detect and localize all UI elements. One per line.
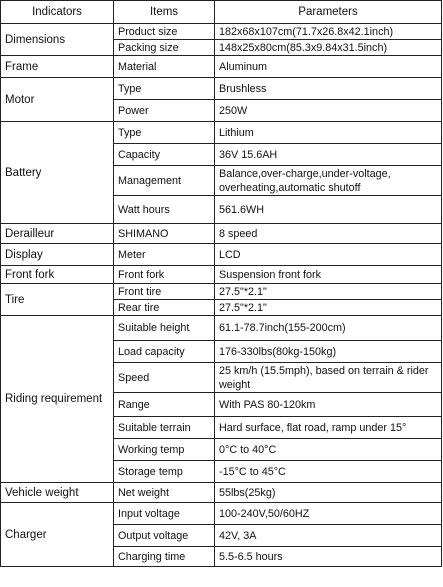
item-cell: Front tire (114, 284, 215, 300)
item-cell: Management (114, 166, 215, 196)
item-cell: Power (114, 100, 215, 122)
parameter-cell: 25 km/h (15.5mph), based on terrain & rider weight (215, 363, 442, 393)
item-cell: Range (114, 393, 215, 417)
item-cell: Output voltage (114, 525, 215, 547)
parameter-cell: Hard surface, flat road, ramp under 15° (215, 417, 442, 439)
parameter-cell: 27.5"*2.1" (215, 300, 442, 316)
indicator-derailleur: Derailleur (1, 224, 114, 244)
table-row (1, 503, 442, 525)
item-cell: Speed (114, 363, 215, 393)
parameter-cell: 27.5"*2.1" (215, 284, 442, 300)
item-cell: SHIMANO (114, 224, 215, 244)
parameter-cell: Suspension front fork (215, 266, 442, 284)
parameter-cell: 55lbs(25kg) (215, 483, 442, 503)
item-cell: Storage temp (114, 461, 215, 483)
indicator-riding-requirement: Riding requirement (1, 316, 114, 483)
header-indicators: Indicators (1, 1, 114, 24)
item-cell: Net weight (114, 483, 215, 503)
item-cell: Meter (114, 244, 215, 266)
parameter-cell: -15°C to 45°C (215, 461, 442, 483)
parameter-cell: Balance,over-charge,under-voltage, overheating,automatic shutoff (215, 166, 442, 196)
parameter-cell: 0°C to 40°C (215, 439, 442, 461)
item-cell: Packing size (114, 40, 215, 56)
parameter-cell: 5.5-6.5 hours (215, 547, 442, 567)
item-cell: Watt hours (114, 196, 215, 224)
header-row (1, 1, 442, 24)
item-cell: Suitable terrain (114, 417, 215, 439)
item-cell: Load capacity (114, 341, 215, 363)
indicator-tire: Tire (1, 284, 114, 316)
parameter-cell: 182x68x107cm(71.7x26.8x42.1inch) (215, 24, 442, 40)
table-row (1, 266, 442, 284)
item-cell: Working temp (114, 439, 215, 461)
item-cell: Charging time (114, 547, 215, 567)
parameter-cell: Brushless (215, 78, 442, 100)
indicator-vehicle-weight: Vehicle weight (1, 483, 114, 503)
table-row (1, 316, 442, 341)
indicator-display: Display (1, 244, 114, 266)
table-row (1, 122, 442, 144)
header-items: Items (114, 1, 215, 24)
item-cell: Product size (114, 24, 215, 40)
indicator-frame: Frame (1, 56, 114, 78)
parameter-cell: 176-330lbs(80kg-150kg) (215, 341, 442, 363)
parameter-cell: Aluminum (215, 56, 442, 78)
indicator-front-fork: Front fork (1, 266, 114, 284)
item-cell: Front fork (114, 266, 215, 284)
header-parameters: Parameters (215, 1, 442, 24)
table-row (1, 56, 442, 78)
item-cell: Capacity (114, 144, 215, 166)
parameter-cell: 148x25x80cm(85.3x9.84x31.5inch) (215, 40, 442, 56)
parameter-cell: LCD (215, 244, 442, 266)
parameter-cell: 8 speed (215, 224, 442, 244)
parameter-cell: 250W (215, 100, 442, 122)
item-cell: Input voltage (114, 503, 215, 525)
parameter-cell: 36V 15.6AH (215, 144, 442, 166)
item-cell: Type (114, 122, 215, 144)
indicator-battery: Battery (1, 122, 114, 224)
table-row (1, 24, 442, 40)
table-row (1, 244, 442, 266)
parameter-cell: With PAS 80-120km (215, 393, 442, 417)
indicator-motor: Motor (1, 78, 114, 122)
item-cell: Type (114, 78, 215, 100)
parameter-cell: 42V, 3A (215, 525, 442, 547)
table-row (1, 224, 442, 244)
indicator-dimensions: Dimensions (1, 24, 114, 56)
item-cell: Material (114, 56, 215, 78)
item-cell: Rear tire (114, 300, 215, 316)
parameter-cell: 100-240V,50/60HZ (215, 503, 442, 525)
parameter-cell: 561.6WH (215, 196, 442, 224)
indicator-charger: Charger (1, 503, 114, 567)
table-row (1, 78, 442, 100)
table-row (1, 483, 442, 503)
item-cell: Suitable height (114, 316, 215, 341)
parameter-cell: 61.1-78.7inch(155-200cm) (215, 316, 442, 341)
parameter-cell: Lithium (215, 122, 442, 144)
table-row (1, 284, 442, 300)
